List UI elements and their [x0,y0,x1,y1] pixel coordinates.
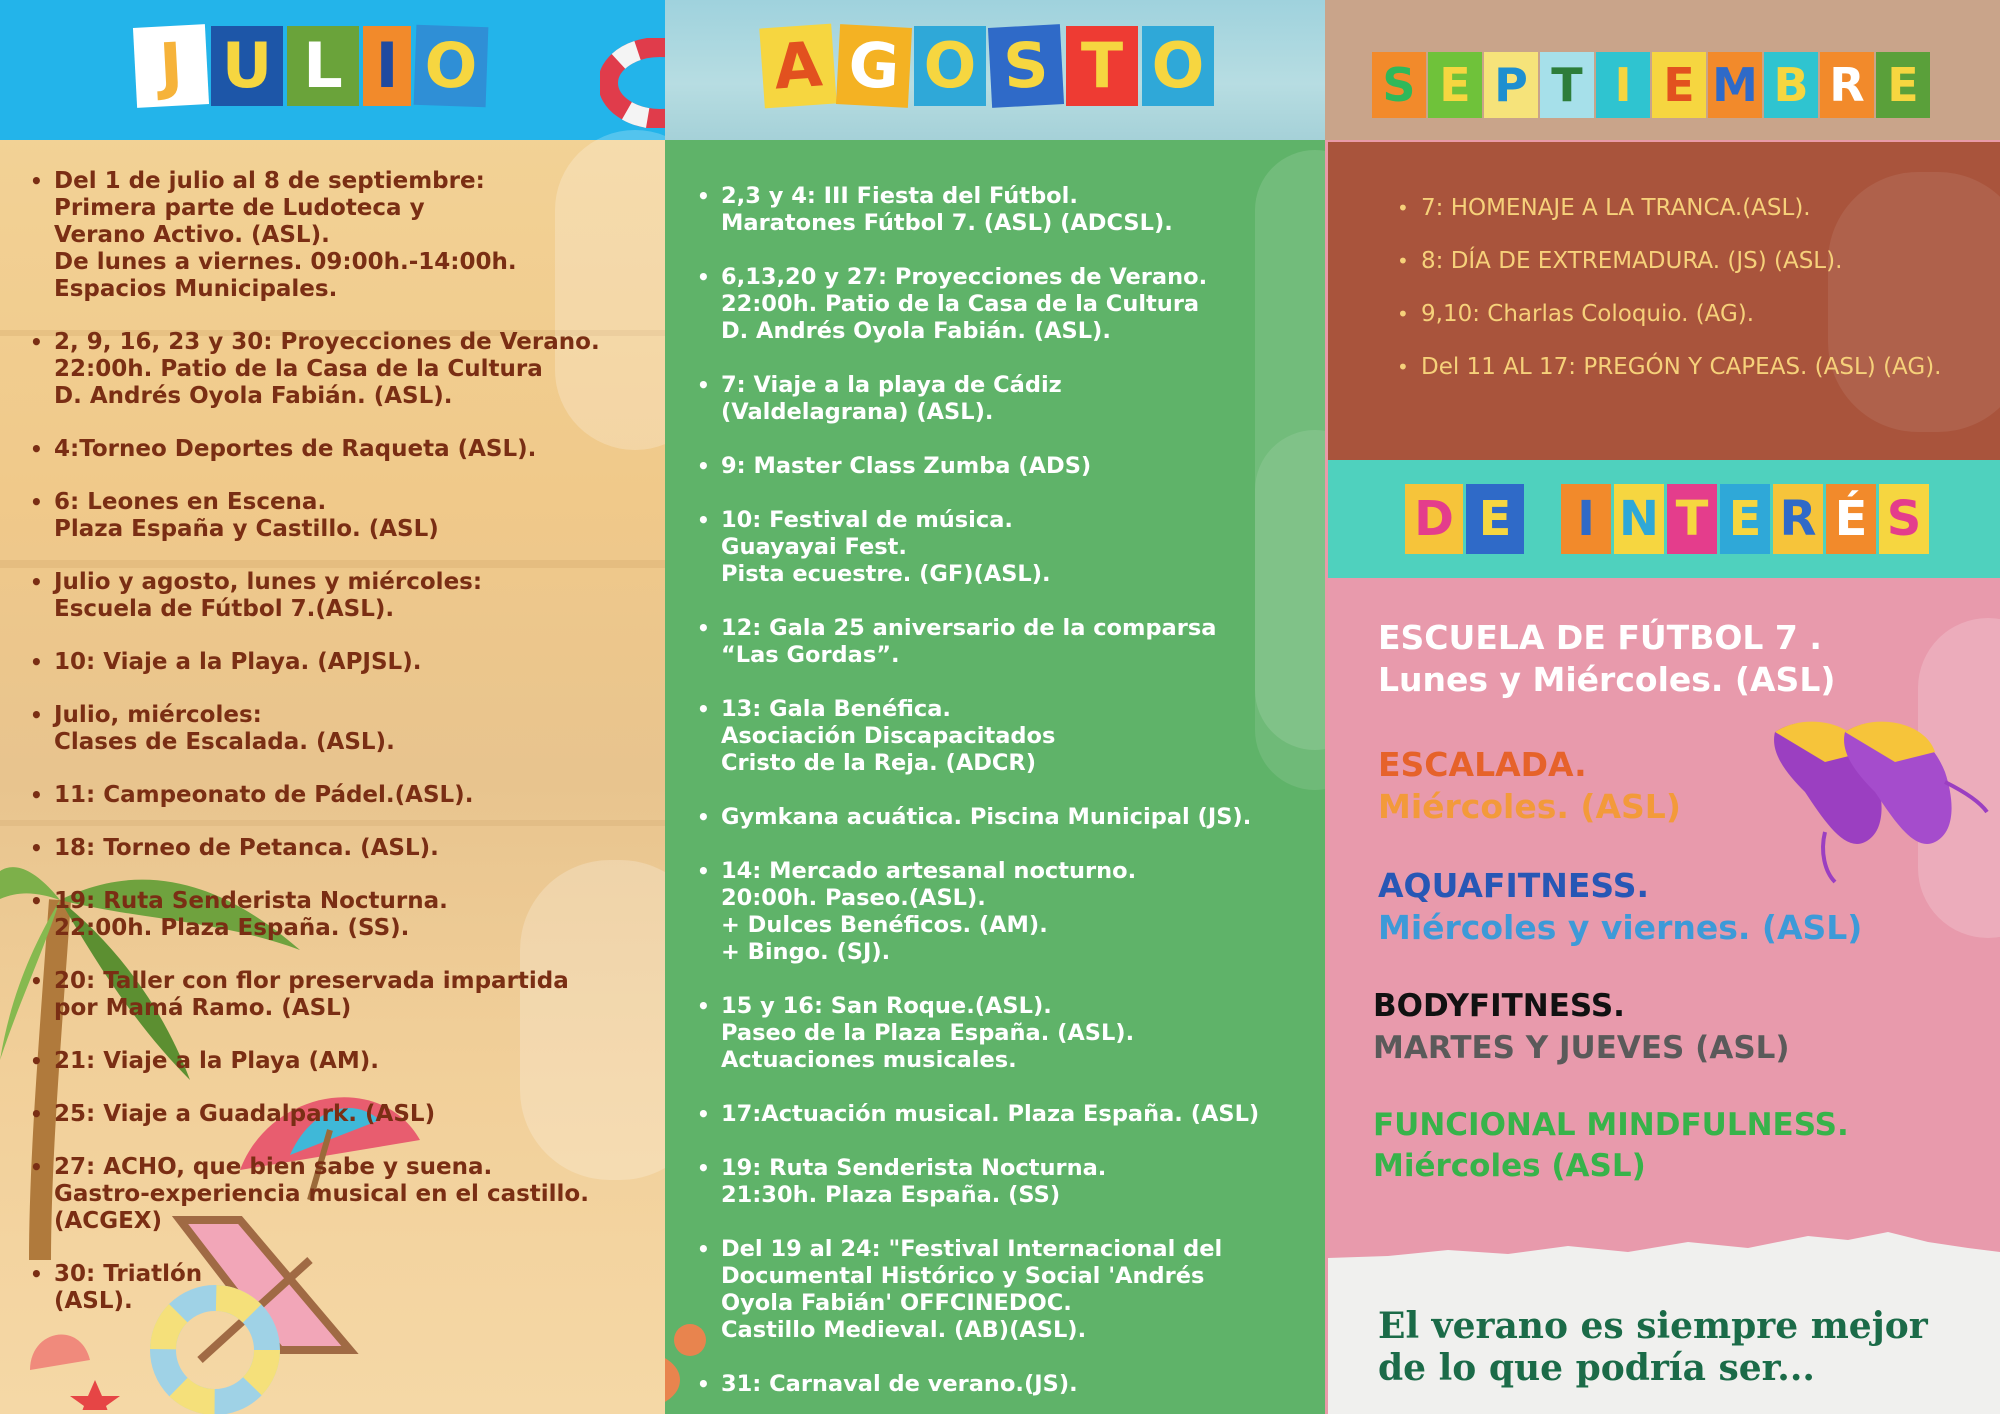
de-interes-title [1405,484,1929,554]
list-item: • 4:Torneo Deportes de Raqueta (ASL). [28,436,648,463]
interes-item-schedule: Lunes y Miércoles. (ASL) [1378,660,1836,699]
list-item: • 10: Festival de música. Guayayai Fest. Pista ecuestre. (GF)(ASL). [695,507,1320,588]
interes-item-title: BODYFITNESS. [1373,988,1625,1024]
interes-item-schedule: MARTES Y JUEVES (ASL) [1373,1030,1790,1066]
list-item: • 6,13,20 y 27: Proyecciones de Verano. 22:00h. Patio de la Casa de la Cultura D. Andrés Oyola Fabián. (ASL). [695,264,1320,345]
title-letter: É [1826,484,1876,554]
list-item: • 7: Viaje a la playa de Cádiz (Valdelagrana) (ASL). [695,372,1320,426]
list-item: • 7: HOMENAJE A LA TRANCA.(ASL). [1395,195,1995,222]
closing-message: El verano es siempre mejor de lo que podría ser... [1378,1305,1928,1389]
list-item: • 14: Mercado artesanal nocturno. 20:00h. Paseo.(ASL). + Dulces Benéficos. (AM). + Bingo. (SJ). [695,858,1320,966]
septiembre-event-list [1395,195,1995,407]
title-letter: I [363,26,411,106]
title-letter: T [1066,26,1138,106]
title-letter: S [988,24,1064,108]
list-item: • 30: Triatlón (ASL). [28,1261,648,1315]
town-skyline-silhouette [1328,1228,2000,1268]
title-letter: D [1405,484,1463,554]
julio-event-list [28,168,648,1341]
list-item: • 25: Viaje a Guadalpark. (ASL) [28,1101,648,1128]
title-letter: S [1879,484,1929,554]
septiembre-title [1372,52,1930,118]
title-letter: P [1484,52,1538,118]
list-item: • 2, 9, 16, 23 y 30: Proyecciones de Verano. 22:00h. Patio de la Casa de la Cultura D. Andrés Oyola Fabián. (ASL). [28,329,648,410]
list-item: • 6: Leones en Escena. Plaza España y Castillo. (ASL) [28,489,648,543]
interes-item-title: ESCUELA DE FÚTBOL 7 . [1378,618,1822,657]
title-letter: T [1667,484,1717,554]
title-letter: O [414,25,489,107]
title-letter: E [1466,484,1524,554]
interes-item-title: FUNCIONAL MINDFULNESS. [1373,1107,1849,1143]
title-letter: M [1708,52,1762,118]
title-letter: R [1773,484,1823,554]
list-item: • 27: ACHO, que bien sabe y suena. Gastro-experiencia musical en el castillo. (ACGEX) [28,1154,648,1235]
list-item: • 17:Actuación musical. Plaza España. (ASL) [695,1101,1320,1128]
list-item: • 8: DÍA DE EXTREMADURA. (JS) (ASL). [1395,248,1995,275]
list-item: • Del 11 AL 17: PREGÓN Y CAPEAS. (ASL) (AG). [1395,354,1995,381]
title-letter: E [1876,52,1930,118]
title-letter: S [1372,52,1426,118]
list-item: • 19: Ruta Senderista Nocturna. 22:00h. Plaza España. (SS). [28,888,648,942]
list-item: • 31: Carnaval de verano.(JS). [695,1371,1320,1398]
title-letter: E [1720,484,1770,554]
list-item: • 18: Torneo de Petanca. (ASL). [28,835,648,862]
title-letter: E [1652,52,1706,118]
interes-item-title: AQUAFITNESS. [1378,866,1649,905]
list-item: • 12: Gala 25 aniversario de la comparsa “Las Gordas”. [695,615,1320,669]
interes-item-schedule: Miércoles (ASL) [1373,1148,1646,1184]
title-letter: U [211,26,283,106]
julio-title [135,26,487,106]
title-letter: T [1540,52,1594,118]
list-item: • 19: Ruta Senderista Nocturna. 21:30h. Plaza España. (SS) [695,1155,1320,1209]
list-item: • 9: Master Class Zumba (ADS) [695,453,1320,480]
title-letter: R [1820,52,1874,118]
list-item: • 9,10: Charlas Coloquio. (AG). [1395,301,1995,328]
title-letter: B [1764,52,1818,118]
title-letter: L [287,26,359,106]
agosto-title [762,26,1214,106]
list-item: • 10: Viaje a la Playa. (APJSL). [28,649,648,676]
title-letter: A [759,24,836,109]
interes-item-schedule: Miércoles y viernes. (ASL) [1378,908,1863,947]
interes-item-schedule: Miércoles. (ASL) [1378,787,1681,826]
list-item: • 20: Taller con flor preservada impartida por Mamá Ramo. (ASL) [28,968,648,1022]
list-item: • Del 1 de julio al 8 de septiembre: Primera parte de Ludoteca y Verano Activo. (ASL). De lunes a viernes. 09:00h.-14:00h. Espacios Municipales. [28,168,648,303]
list-item: • 15 y 16: San Roque.(ASL). Paseo de la Plaza España. (ASL). Actuaciones musicales. [695,993,1320,1074]
list-item: • Julio y agosto, lunes y miércoles: Escuela de Fútbol 7.(ASL). [28,569,648,623]
title-letter: O [914,26,986,106]
title-letter: N [1614,484,1664,554]
list-item: • 11: Campeonato de Pádel.(ASL). [28,782,648,809]
interes-item-title: ESCALADA. [1378,745,1587,784]
list-item: • Julio, miércoles: Clases de Escalada. (ASL). [28,702,648,756]
list-item: • Del 19 al 24: "Festival Internacional del Documental Histórico y Social 'Andrés Oyola Fabián' OFFCINEDOC. Castillo Medieval. (AB)(ASL). [695,1236,1320,1344]
agosto-event-list [695,183,1320,1414]
title-letter: E [1428,52,1482,118]
title-letter: O [1142,26,1214,106]
list-item: • 13: Gala Benéfica. Asociación Discapacitados Cristo de la Reja. (ADCR) [695,696,1320,777]
list-item: • 2,3 y 4: III Fiesta del Fútbol. Maratones Fútbol 7. (ASL) (ADCSL). [695,183,1320,237]
sneakers-icon [1765,712,1990,887]
list-item: • 21: Viaje a la Playa (AM). [28,1048,648,1075]
title-letter: I [1561,484,1611,554]
title-letter: G [836,24,912,108]
title-letter: J [133,24,209,108]
list-item: • Gymkana acuática. Piscina Municipal (JS). [695,804,1320,831]
title-letter: I [1596,52,1650,118]
